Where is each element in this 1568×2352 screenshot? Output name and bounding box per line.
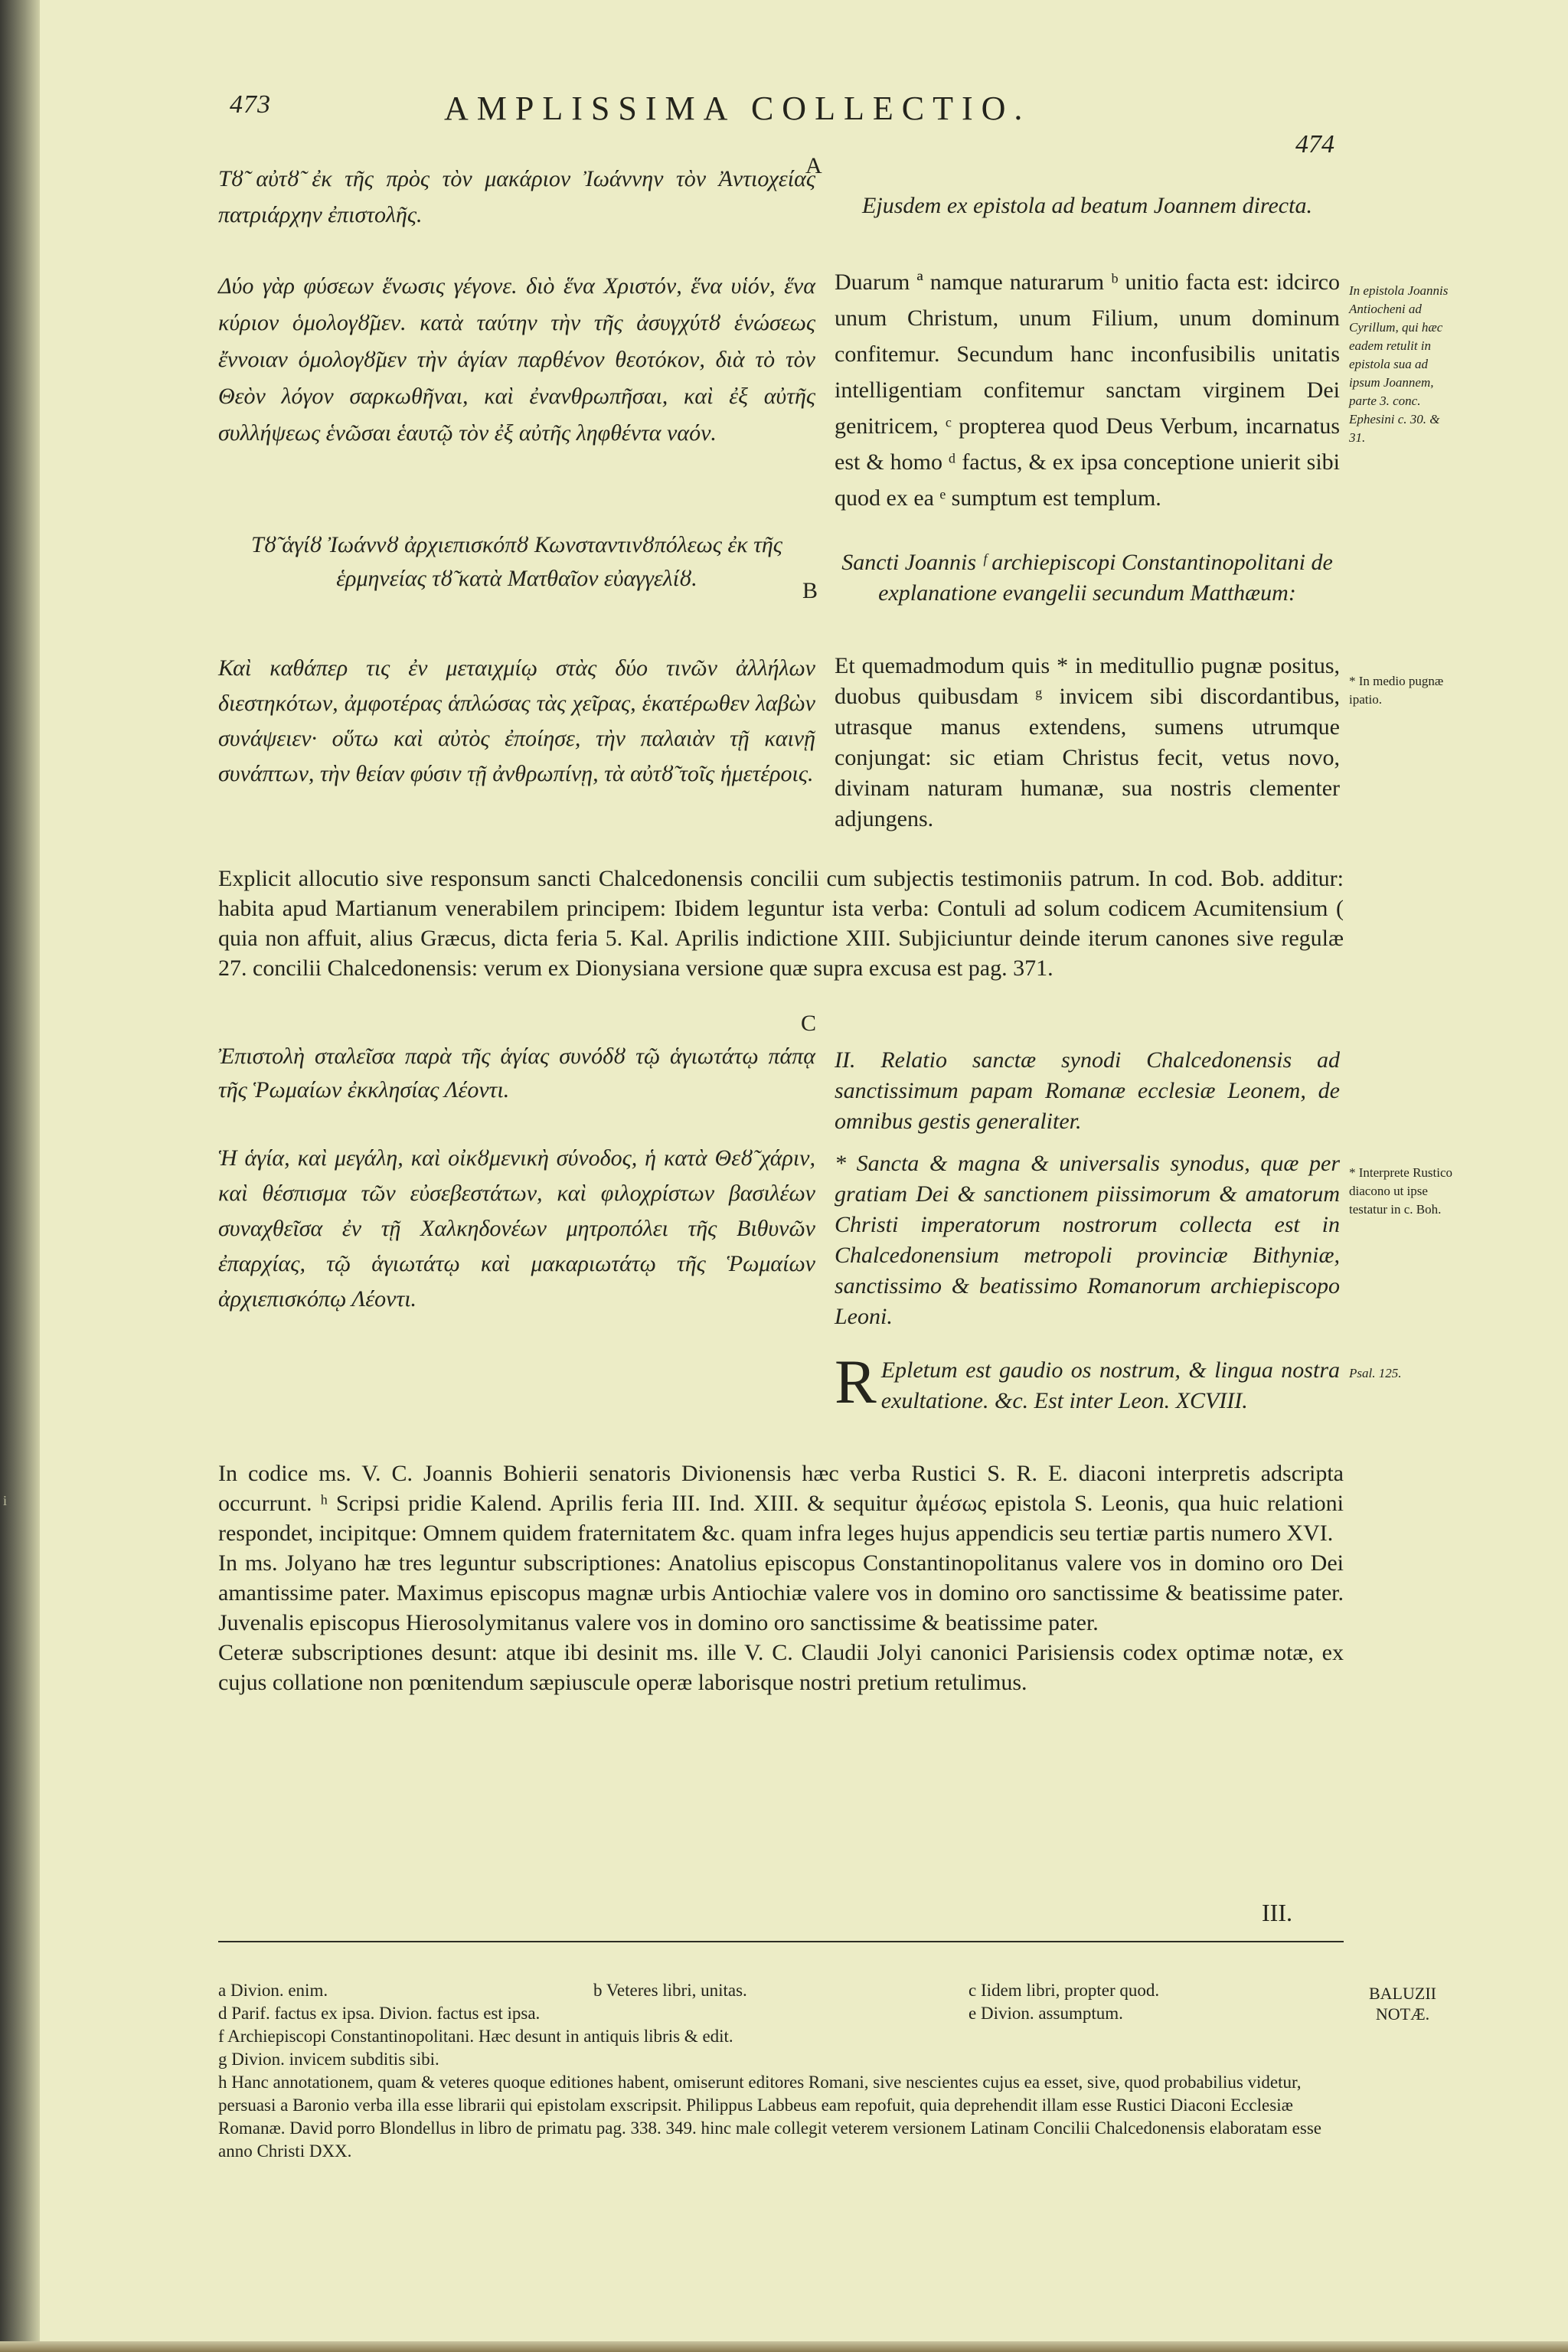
commentary-paragraph: In ms. Jolyano hæ tres leguntur subscriptiones: Anatolius episcopus Constantinopolitanus valere vos in domino oro Dei amantissime pater. Maximus episcopus magnæ urbis Antiochiæ valere vos in domino oro sanctissime & beatissime pater. Juvenalis episcopus Hierosolymitanus valere vos in domino oro sanctissime & beatissime pater. (218, 1550, 1344, 1635)
epistle-greek-text: Ἡ ἁγία, καὶ μεγάλη, καὶ οἰκȣμενικὴ σύνοδος, ἡ κατὰ Θεȣ̃ χάριν, καὶ θέσπισμα τῶν εὐσεβεστάτων, καὶ φιλοχρίστων βασιλέων συναχθεῖσα ἐν τῇ Χαλκηδονέων μητροπόλει τῆς Βιθυνῶν ἐπαρχίας, τῷ ἁγιωτάτῳ καὶ μακαριωτάτῳ τῆς Ῥωμαίων ἀρχιεπισκόπῳ Λέοντι. (218, 1145, 815, 1312)
footnote-b: b Veteres libri, unitas. (593, 1981, 747, 2000)
book-gutter (0, 0, 40, 2352)
page-number-left: 473 (230, 90, 271, 119)
psalm-text: Epletum est gaudio os nostrum, & lingua nostra exultatione. &c. Est inter Leon. XCVIII. (880, 1357, 1340, 1413)
section-marker-b: B (802, 578, 818, 603)
greek-text-1: Δύο γὰρ φύσεων ἕνωσις γέγονε. διὸ ἕνα Χριστόν, ἕνα υἱόν, ἕνα κύριον ὁμολογȣ̃μεν. κατὰ ταύτην τὴν τῆς ἀσυγχύτȣ ἑνώσεως ἔννοιαν ὁμολογȣ̃μεν τὴν ἁγίαν παρθένον θεοτόκον, διὰ τὸ τὸν Θεὸν λόγον σαρκωθῆναι, καὶ ἐνανθρωπῆσαι, καὶ ἐξ αὐτῆς συλλήψεως ἑνῶσαι ἑαυτῷ τὸν ἐξ αὐτῆς ληφθέντα ναόν. (218, 273, 815, 446)
page-edge (0, 2341, 1568, 2352)
footnotes (218, 1979, 1344, 2163)
latin-title-2: Sancti Joannis ᶠ archiepiscopi Constantinopolitani de explanatione evangelii secundum Matthæum: (841, 550, 1333, 606)
margin-note-2: * In medio pugnæ ipatio. (1349, 674, 1444, 707)
footnote-row (218, 1979, 1344, 2002)
footnote-a: a Divion. enim. (218, 1981, 328, 2000)
drop-cap: R (835, 1347, 877, 1416)
running-title: AMPLISSIMA COLLECTIO. (444, 90, 1031, 127)
greek-title-1: Τȣ̃ αὐτȣ̃ ἐκ τῆς πρὸς τὸν μακάριον Ἰωάννην τὸν Ἀντιοχείας πατριάρχην ἐπιστολῆς. (218, 166, 815, 227)
footnote-c: c Iidem libri, propter quod. (969, 1981, 1160, 2000)
commentary (218, 1459, 1344, 1697)
footnote-h: h Hanc annotationem, quam & veteres quoque editiones habent, omiserunt editores Romani, sive nescientes cujus ea esset, sive, quod probabilius videtur, persuasi a Baronio verba illa esse librarii qui epistolam exscripsit. Philippus Labbeus eam repofuit, quia deprehendit illam esse Rustici Diaconi Ecclesiæ Romanæ. David porro Blondellus in libro de primatu pag. 338. 349. hinc male collegit veterem versionem Latinam Concilii Chalcedonensis elaboratam esse anno Christi DXX. (218, 2073, 1321, 2161)
footnote-e: e Divion. assumptum. (969, 2004, 1123, 2023)
psalm-citation (835, 1347, 1340, 1416)
margin-note-3: * Interprete Rustico diacono ut ipse testatur in c. Boh. (1349, 1165, 1453, 1217)
footnote-d: d Parif. factus ex ipsa. Divion. factus est ipsa. (218, 2004, 541, 2023)
latin-text-2: Et quemadmodum quis * in meditullio pugnæ positus, duobus quibusdam ᵍ invicem sibi discordantibus, utrasque manus extendens, sumens utrumque conjungat: sic etiam Christus fecit, vetus novo, divinam naturam humanæ, sua nostris clementer adjungens. (835, 653, 1340, 831)
margin-note-psalm: Psal. 125. (1349, 1366, 1402, 1380)
next-heading: III. (1262, 1899, 1292, 1926)
epistle-latin-text: * Sancta & magna & universalis synodus, quæ per gratiam Dei & sanctionem piissimorum & amatorum Christi imperatorum nostrorum collecta est in Chalcedonensium metropoli provinciæ Bithyniæ, sanctissimo & beatissimo Romanorum archiepiscopo Leoni. (835, 1151, 1340, 1329)
footnote-f: f Archiepiscopi Constantinopolitani. Hæc desunt in antiquis libris & edit. (218, 2027, 733, 2046)
commentary-paragraph: Ceteræ subscriptiones desunt: atque ibi desinit ms. ille V. C. Claudii Jolyi canonici Parisiensis codex optimæ notæ, ex cujus collatione non pœnitendum sæpiuscule operæ laborisque nostri pretium retulimus. (218, 1640, 1344, 1695)
section-marker-a: A (805, 153, 822, 178)
page-number-right: 474 (1295, 130, 1334, 158)
commentary-paragraph: In codice ms. V. C. Joannis Bohierii senatoris Divionensis hæc verba Rustici S. R. E. diaconi interpretis adscripta occurrunt. ʰ Scripsi pridie Kalend. Aprilis feria III. Ind. XIII. & sequitur ἀμέσως epistola S. Leonis, qua huic relationi respondet, incipitque: Omnem quidem fraternitatem &c. quam infra leges hujus appendicis seu tertiæ partis numero XVI. (218, 1461, 1344, 1546)
epistle-greek-title: Ἐπιστολὴ σταλεῖσα παρὰ τῆς ἁγίας συνόδȣ τῷ ἁγιωτάτῳ πάπᾳ τῆς Ῥωμαίων ἐκκλησίας Λέοντι. (218, 1044, 815, 1102)
latin-text-1: Duarum ª namque naturarum ᵇ unitio facta est: idcirco unum Christum, unum Filium, unum dominum confitemur. Secundum hanc inconfusibilis unitatis intelligentiam confitemur sanctam virginem Dei genitricem, ᶜ propterea quod Deus Verbum, incarnatus est & homo ᵈ factus, & ex ipsa conceptione unierit sibi quod ex ea ᵉ sumptum est templum. (835, 270, 1340, 511)
stray-mark: i (3, 1493, 8, 1508)
footnote-g: g Divion. invicem subditis sibi. (218, 2050, 439, 2069)
baluzii-notes-label: BALUZII NOTÆ. (1369, 1984, 1436, 2024)
greek-text-2: Καὶ καθάπερ τις ἐν μεταιχμίῳ στὰς δύο τινῶν ἀλλήλων διεστηκότων, ἀμφοτέρας ἁπλώσας τὰς χεῖρας, ἑκατέρωθεν λαβὼν συνάψειεν· οὕτω καὶ αὐτὸς ἐποίησε, τὴν παλαιὰν τῇ καινῇ συνάπτων, τὴν θείαν φύσιν τῇ ἀνθρωπίνῃ, τὰ αὐτȣ̃ τοῖς ἡμετέροις. (218, 655, 815, 786)
greek-title-2: Τȣ̃ ἁγίȣ Ἰωάννȣ ἀρχιεπισκόπȣ Κωνσταντινȣπόλεως ἐκ τῆς ἑρμηνείας τȣ̃ κατὰ Ματθαῖον εὐαγγελίȣ. (251, 532, 782, 591)
footnote-row (218, 2002, 1344, 2025)
explicit-paragraph: Explicit allocutio sive responsum sancti Chalcedonensis concilii cum subjectis testimoniis patrum. In cod. Bob. additur: habita apud Martianum venerabilem principem: Ibidem leguntur ista verba: Contuli ad solum codicem Acumitensium ( quia non affuit, alius Græcus, dicta feria 5. Kal. Aprilis indictione XIII. Subjiciuntur deinde iterum canones sive regulæ 27. concilii Chalcedonensis: verum ex Dionysiana versione quæ supra excusa est pag. 371. (218, 866, 1344, 981)
epistle-latin-title: II. Relatio sanctæ synodi Chalcedonensis ad sanctissimum papam Romanæ ecclesiæ Leonem, de omnibus gestis generaliter. (835, 1047, 1340, 1134)
section-marker-c: C (801, 1011, 817, 1036)
margin-note-1: In epistola Joannis Antiocheni ad Cyrillum, qui hæc eadem retulit in epistola sua ad ipsum Joannem, parte 3. conc. Ephesini c. 30. & 31. (1349, 283, 1449, 445)
footnote-rule (218, 1941, 1344, 1942)
latin-title-1: Ejusdem ex epistola ad beatum Joannem directa. (862, 193, 1312, 218)
